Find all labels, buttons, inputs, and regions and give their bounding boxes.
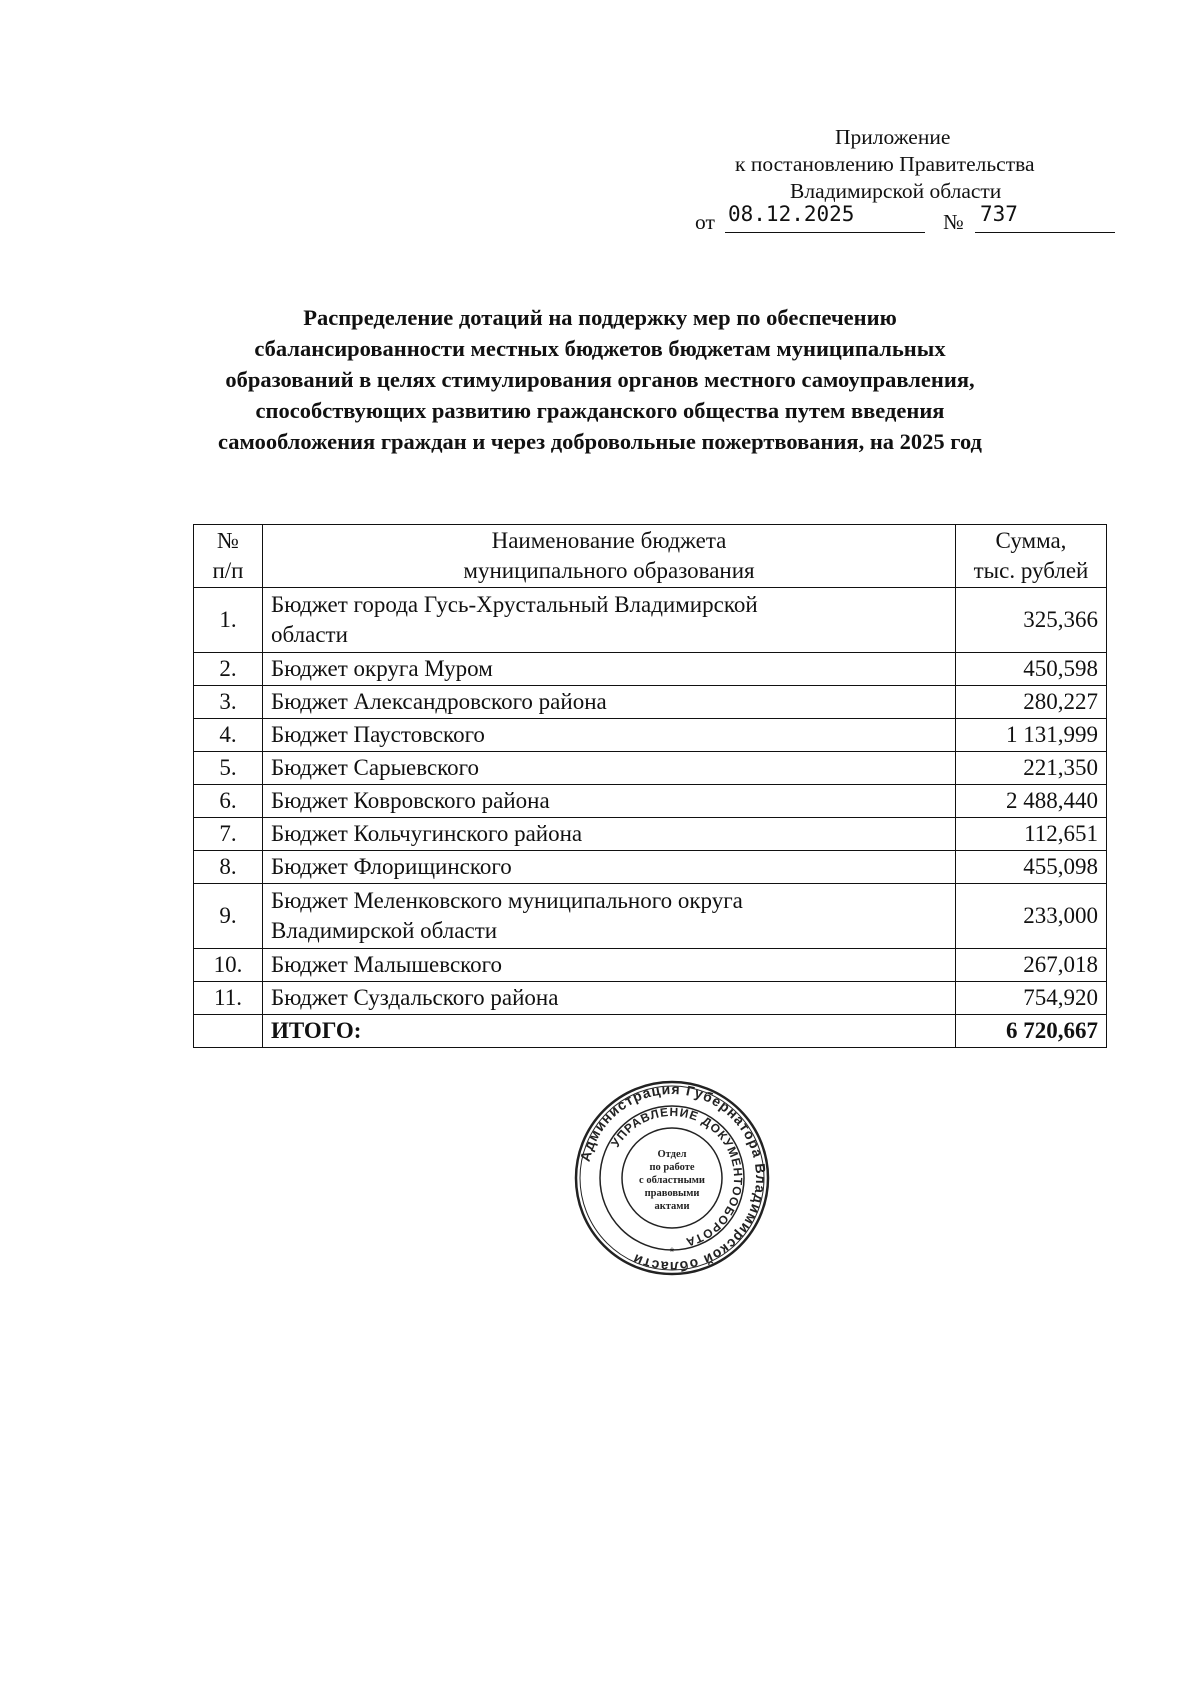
row-number: 3. [194,686,263,719]
appendix-line: к постановлению Правительства [735,152,1035,176]
header-sum: Сумма, тыс. рублей [956,525,1107,588]
budget-sum: 1 131,999 [956,719,1107,752]
budget-name-line: Бюджет Сарыевского [271,755,480,780]
title-line: сбалансированности местных бюджетов бюджетам муниципальных [254,336,946,361]
row-number: 6. [194,785,263,818]
budget-name [263,884,956,949]
title-line: самообложения граждан и через добровольные пожертвования, на 2025 год [218,429,982,454]
table-row [194,719,1107,752]
number-sign: № [943,210,964,234]
table-row [194,884,1107,949]
table-row [194,851,1107,884]
decree-number-field [975,200,1115,233]
budget-sum: 112,651 [956,818,1107,851]
budget-name-line: Бюджет Меленковского муниципального округа [271,888,743,913]
distribution-table [193,524,1107,1048]
title-line: способствующих развитию гражданского общества путем введения [255,398,945,423]
table-row [194,949,1107,982]
table-row [194,588,1107,653]
budget-name-line: Бюджет Суздальского района [271,985,559,1010]
budget-name-line: Бюджет Кольчугинского района [271,821,583,846]
appendix-line: Приложение [835,125,951,149]
row-number: 4. [194,719,263,752]
budget-name [263,588,956,653]
row-number: 10. [194,949,263,982]
table-row [194,686,1107,719]
table-row [194,982,1107,1015]
budget-name [263,785,956,818]
row-number: 11. [194,982,263,1015]
appendix-line: Владимирской области [790,179,1002,203]
budget-name-line: Бюджет округа Муром [271,656,493,681]
budget-sum: 2 488,440 [956,785,1107,818]
budget-sum: 233,000 [956,884,1107,949]
budget-name-line: Бюджет города Гусь-Хрустальный Владимирской [271,592,758,617]
budget-sum: 267,018 [956,949,1107,982]
table-row [194,653,1107,686]
table-row [194,752,1107,785]
seal-outer-text: Администрация Губернатора Владимирской области [576,1080,770,1276]
total-row [194,1015,1107,1048]
decree-date-line [695,200,1115,234]
table-row [194,785,1107,818]
row-number: 8. [194,851,263,884]
title-line: Распределение дотаций на поддержку мер по обеспечению [303,305,897,330]
budget-name [263,818,956,851]
decree-date-field [725,200,925,233]
row-number: 7. [194,818,263,851]
budget-name [263,949,956,982]
row-number: 5. [194,752,263,785]
budget-sum: 450,598 [956,653,1107,686]
budget-sum: 325,366 [956,588,1107,653]
header-name: Наименование бюджета муниципального образования [263,525,956,588]
row-number: 9. [194,884,263,949]
svg-text:*: * [669,1245,675,1259]
document-title [150,302,1050,457]
row-number: 1. [194,588,263,653]
row-number: 2. [194,653,263,686]
budget-name [263,653,956,686]
table-header-row [194,525,1107,588]
seal-inner-text: УПРАВЛЕНИЕ ДОКУМЕНТООБОРОТА [608,1104,746,1250]
seal-center-line: с областными [639,1175,705,1186]
decree-date: 08.12.2025 [728,202,855,226]
total-num-cell [194,1015,263,1048]
budget-name-line: Бюджет Александровского района [271,689,607,714]
seal-center-line: Отдел [657,1149,687,1160]
total-sum: 6 720,667 [956,1015,1107,1048]
budget-name-line: Бюджет Флорищинского [271,854,512,879]
header-num: № п/п [194,525,263,588]
decree-number: 737 [980,202,1018,226]
budget-name-line: Владимирской области [271,918,498,943]
budget-name [263,686,956,719]
budget-sum: 221,350 [956,752,1107,785]
date-prefix: от [695,210,715,234]
budget-name [263,851,956,884]
seal-center-line: правовыми [644,1188,700,1199]
seal-center-line: по работе [649,1162,695,1173]
budget-name-line: Бюджет Ковровского района [271,788,550,813]
budget-name [263,719,956,752]
budget-name-line: Бюджет Паустовского [271,722,485,747]
budget-name-line: Бюджет Малышевского [271,952,503,977]
seal-center-line: актами [654,1201,690,1212]
budget-name [263,752,956,785]
budget-name [263,982,956,1015]
title-line: образований в целях стимулирования органов местного самоуправления, [225,367,975,392]
budget-sum: 455,098 [956,851,1107,884]
budget-sum: 280,227 [956,686,1107,719]
appendix-header [700,124,1140,205]
budget-name-line: области [271,622,348,647]
total-label: ИТОГО: [263,1015,956,1048]
official-seal [572,1078,772,1278]
budget-sum: 754,920 [956,982,1107,1015]
table-row [194,818,1107,851]
